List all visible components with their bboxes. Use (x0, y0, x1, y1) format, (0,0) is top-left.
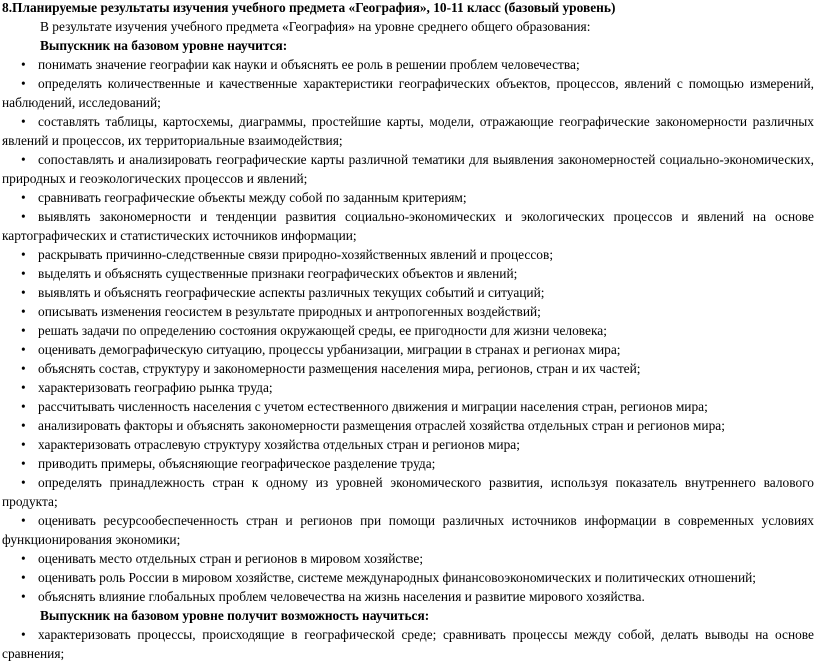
bullet-marker: • (21, 285, 26, 300)
list-item (2, 207, 814, 245)
list-item-text: приводить примеры, объясняющие географическое разделение труда; (38, 456, 436, 471)
document-heading: 8.Планируемые результаты изучения учебного предмета «География», 10-11 класс (базовый уровень) (2, 0, 616, 15)
list-item (2, 340, 814, 359)
list-item-text: характеризовать отраслевую структуру хозяйства отдельных стран и регионов мира; (38, 437, 520, 452)
list-item (2, 150, 814, 188)
bullet-marker: • (21, 551, 26, 566)
list-item (2, 587, 814, 606)
list-item (2, 435, 814, 454)
list-item (2, 283, 814, 302)
list-item (2, 416, 814, 435)
bullet-marker: • (21, 437, 26, 452)
list-item-text: характеризовать процессы, происходящие в географической среде; сравнивать процессы между собой, делать выводы на основе сравнения; (2, 627, 814, 661)
bullet-marker: • (21, 304, 26, 319)
bullet-marker: • (21, 570, 26, 585)
list-item (2, 321, 814, 340)
list-item (2, 359, 814, 378)
list-item-text: оценивать демографическую ситуацию, процессы урбанизации, миграции в странах и регионах мира; (38, 342, 621, 357)
bullet-marker: • (21, 627, 26, 642)
list-item-text: сравнивать географические объекты между собой по заданным критериям; (38, 190, 467, 205)
list-item (2, 74, 814, 112)
list-item-text: выявлять и объяснять географические аспекты различных текущих событий и ситуаций; (38, 285, 545, 300)
list-item (2, 378, 814, 397)
bullet-marker: • (21, 323, 26, 338)
bullet-marker: • (21, 361, 26, 376)
list-item (2, 625, 814, 663)
list-item-text: составлять таблицы, картосхемы, диаграммы, простейшие карты, модели, отражающие географические закономерности различных явлений и процессов, их территориальные взаимодействия; (2, 114, 814, 148)
bullet-marker: • (21, 475, 26, 490)
list-item (2, 188, 814, 207)
list-item (2, 473, 814, 511)
list-item-text: рассчитывать численность населения с учетом естественного движения и миграции населения стран, регионов мира; (38, 399, 708, 414)
learns-list (2, 55, 814, 606)
list-item-text: оценивать место отдельных стран и регионов в мировом хозяйстве; (38, 551, 424, 566)
list-item-text: оценивать роль России в мировом хозяйстве, системе международных финансовоэкономических и политических отношений; (38, 570, 757, 585)
list-item (2, 454, 814, 473)
list-item (2, 397, 814, 416)
bullet-marker: • (21, 513, 26, 528)
bullet-marker: • (21, 152, 26, 167)
bullet-marker: • (21, 76, 26, 91)
bullet-marker: • (21, 589, 26, 604)
bullet-marker: • (21, 342, 26, 357)
list-item (2, 511, 814, 549)
list-item (2, 264, 814, 283)
bullet-marker: • (21, 209, 26, 224)
list-item-text: анализировать факторы и объяснять закономерности размещения отраслей хозяйства отдельных стран и регионов мира; (38, 418, 725, 433)
section-title-opportunity: Выпускник на базовом уровне получит возможность научиться: (40, 608, 430, 623)
list-item-text: сопоставлять и анализировать географические карты различной тематики для выявления закономерностей социально-экономических, природных и геоэкологических процессов и явлений; (2, 152, 814, 186)
bullet-marker: • (21, 399, 26, 414)
bullet-marker: • (21, 456, 26, 471)
section-title-learns: Выпускник на базовом уровне научится: (40, 38, 288, 53)
list-item-text: описывать изменения геосистем в результате природных и антропогенных воздействий; (38, 304, 541, 319)
list-item (2, 112, 814, 150)
list-item-text: определять количественные и качественные характеристики географических объектов, процессов, явлений с помощью измерений, наблюдений, исследований; (2, 76, 814, 110)
opportunity-list (2, 625, 814, 663)
bullet-marker: • (21, 266, 26, 281)
list-item-text: понимать значение географии как науки и объяснять ее роль в решении проблем человечества; (38, 57, 580, 72)
list-item (2, 55, 814, 74)
list-item (2, 568, 814, 587)
list-item-text: решать задачи по определению состояния окружающей среды, ее пригодности для жизни человека; (38, 323, 607, 338)
intro-paragraph: В результате изучения учебного предмета «География» на уровне среднего общего образования: (40, 19, 591, 34)
list-item-text: определять принадлежность стран к одному из уровней экономического развития, используя показатель внутреннего валового продукта; (2, 475, 814, 509)
list-item-text: выявлять закономерности и тенденции развития социально-экономических и экологических процессов и явлений на основе картографических и статистических источников информации; (2, 209, 814, 243)
list-item (2, 302, 814, 321)
list-item-text: раскрывать причинно-следственные связи природно-хозяйственных явлений и процессов; (38, 247, 554, 262)
bullet-marker: • (21, 190, 26, 205)
list-item-text: выделять и объяснять существенные признаки географических объектов и явлений; (38, 266, 518, 281)
bullet-marker: • (21, 247, 26, 262)
list-item (2, 549, 814, 568)
bullet-marker: • (21, 380, 26, 395)
bullet-marker: • (21, 418, 26, 433)
bullet-marker: • (21, 57, 26, 72)
list-item-text: объяснять влияние глобальных проблем человечества на жизнь населения и развитие мирового хозяйства. (38, 589, 645, 604)
list-item-text: оценивать ресурсообеспеченность стран и регионов при помощи различных источников информации в современных условиях функционирования экономики; (2, 513, 814, 547)
list-item (2, 245, 814, 264)
list-item-text: характеризовать географию рынка труда; (38, 380, 273, 395)
list-item-text: объяснять состав, структуру и закономерности размещения населения мира, регионов, стран и их частей; (38, 361, 641, 376)
bullet-marker: • (21, 114, 26, 129)
